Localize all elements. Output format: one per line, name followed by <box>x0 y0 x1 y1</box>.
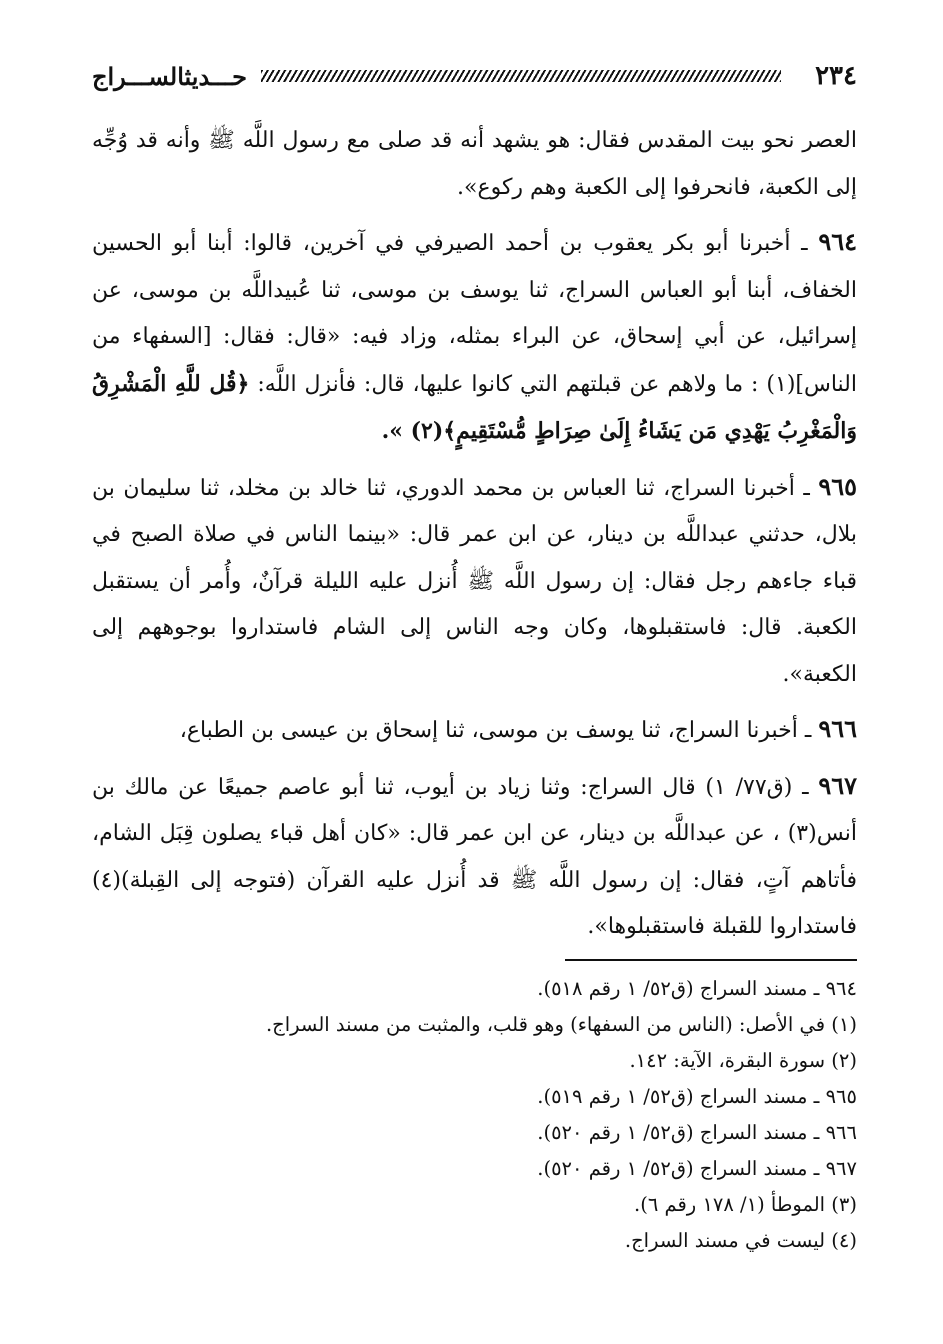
footnote: ٩٦٤ ـ مسند السراج (ق٥٢/ ١ رقم ٥١٨). <box>537 976 857 1000</box>
running-title: حـــديثالســـراج <box>92 61 247 91</box>
hadith-966 <box>92 706 857 755</box>
hadith-text: ـ أخبرنا أبو بكر يعقوب بن أحمد الصيرفي في آخرين، قالوا: أبنا أبو الحسين الخفاف، أبنا أبو العباس السراج، ثنا يوسف بن موسى، ثنا عُبيداللَّه بن موسى، عن إسرائيل، عن أبي إسحاق، عن البراء بمثله، وزاد فيه: «قال: فقال: [السفهاء من الناس](١) : ما ولاهم عن قبلتهم التي كانوا عليها، قال: فأنزل اللَّه: <box>92 231 857 397</box>
page-number: ٢٣٤ <box>815 61 857 91</box>
footnote: ٩٦٧ ـ مسند السراج (ق٥٢/ ١ رقم ٥٢٠). <box>537 1156 857 1180</box>
paragraph-text: العصر نحو بيت المقدس فقال: هو يشهد أنه قد صلى مع رسول اللَّه ﷺ وأنه قد وُجِّه إلى الكعبة، فانحرفوا إلى الكعبة وهم ركوع». <box>92 128 857 200</box>
footnote: ٩٦٥ ـ مسند السراج (ق٥٢/ ١ رقم ٥١٩). <box>537 1084 857 1108</box>
main-text <box>92 118 857 951</box>
hadith-964 <box>92 219 857 456</box>
hadith-text: ـ أخبرنا السراج، ثنا العباس بن محمد الدوري، ثنا خالد بن مخلد، ثنا سليمان بن بلال، حدثني عبداللَّه بن دينار، عن ابن عمر قال: «بينما الناس في صلاة الصبح في قباء جاءهم رجل فقال: إن رسول اللَّه ﷺ أُنزل عليه الليلة قرآنٌ، وأُمر أن يستقبل الكعبة. قال: فاستقبلوها، وكان وجه الناس إلى الشام فاستداروا بوجوههم إلى الكعبة». <box>92 475 857 687</box>
hadith-965 <box>92 464 857 699</box>
hadith-number: ٩٦٥ <box>818 471 857 501</box>
hadith-number: ٩٦٤ <box>818 227 857 256</box>
footnote-divider <box>565 959 857 961</box>
footnote: ٩٦٦ ـ مسند السراج (ق٥٢/ ١ رقم ٥٢٠). <box>537 1120 857 1144</box>
hadith-text: ـ أخبرنا السراج، ثنا يوسف بن موسى، ثنا إسحاق بن عيسى بن الطباع، <box>179 718 812 743</box>
paragraph-continuation <box>92 118 857 211</box>
footnotes <box>92 971 857 1259</box>
footnote: (٤) ليست في مسند السراج. <box>624 1228 857 1252</box>
hadith-number: ٩٦٧ <box>818 770 857 800</box>
hadith-text: ـ (ق٧٧/ ١) قال السراج: وثنا زياد بن أيوب، ثنا أبو عاصم جميعًا عن مالك بن أنس(٣) ، عن عبداللَّه بن دينار، عن ابن عمر قال: «كان أهل قباء يصلون قِبَل الشام، فأتاهم آتٍ، فقال: إن رسول اللَّه ﷺ قد أُنزل عليه القرآن (فتوجه إلى القِبلة)(٤) فاستداروا للقبلة فاستقبلوها». <box>92 774 857 939</box>
hadith-number: ٩٦٦ <box>818 714 857 743</box>
page-header <box>92 48 857 104</box>
header-rule <box>261 70 781 82</box>
hadith-967 <box>92 763 857 951</box>
footnote: (٢) سورة البقرة، الآية: ١٤٢. <box>629 1048 857 1072</box>
footnote: (٣) الموطأ (١/ ١٧٨ رقم ٦). <box>634 1192 857 1216</box>
quran-verse: ﴿قُل للَّهِ الْمَشْرِقُ وَالْمَغْرِبُ يَهْدِي مَن يَشَاءُ إِلَىٰ صِرَاطٍ مُّسْتَقِيمٍ﴾(٢) ». <box>92 370 857 444</box>
footnote: (١) في الأصل: (الناس من السفهاء) وهو قلب، والمثبت من مسند السراج. <box>265 1012 857 1036</box>
